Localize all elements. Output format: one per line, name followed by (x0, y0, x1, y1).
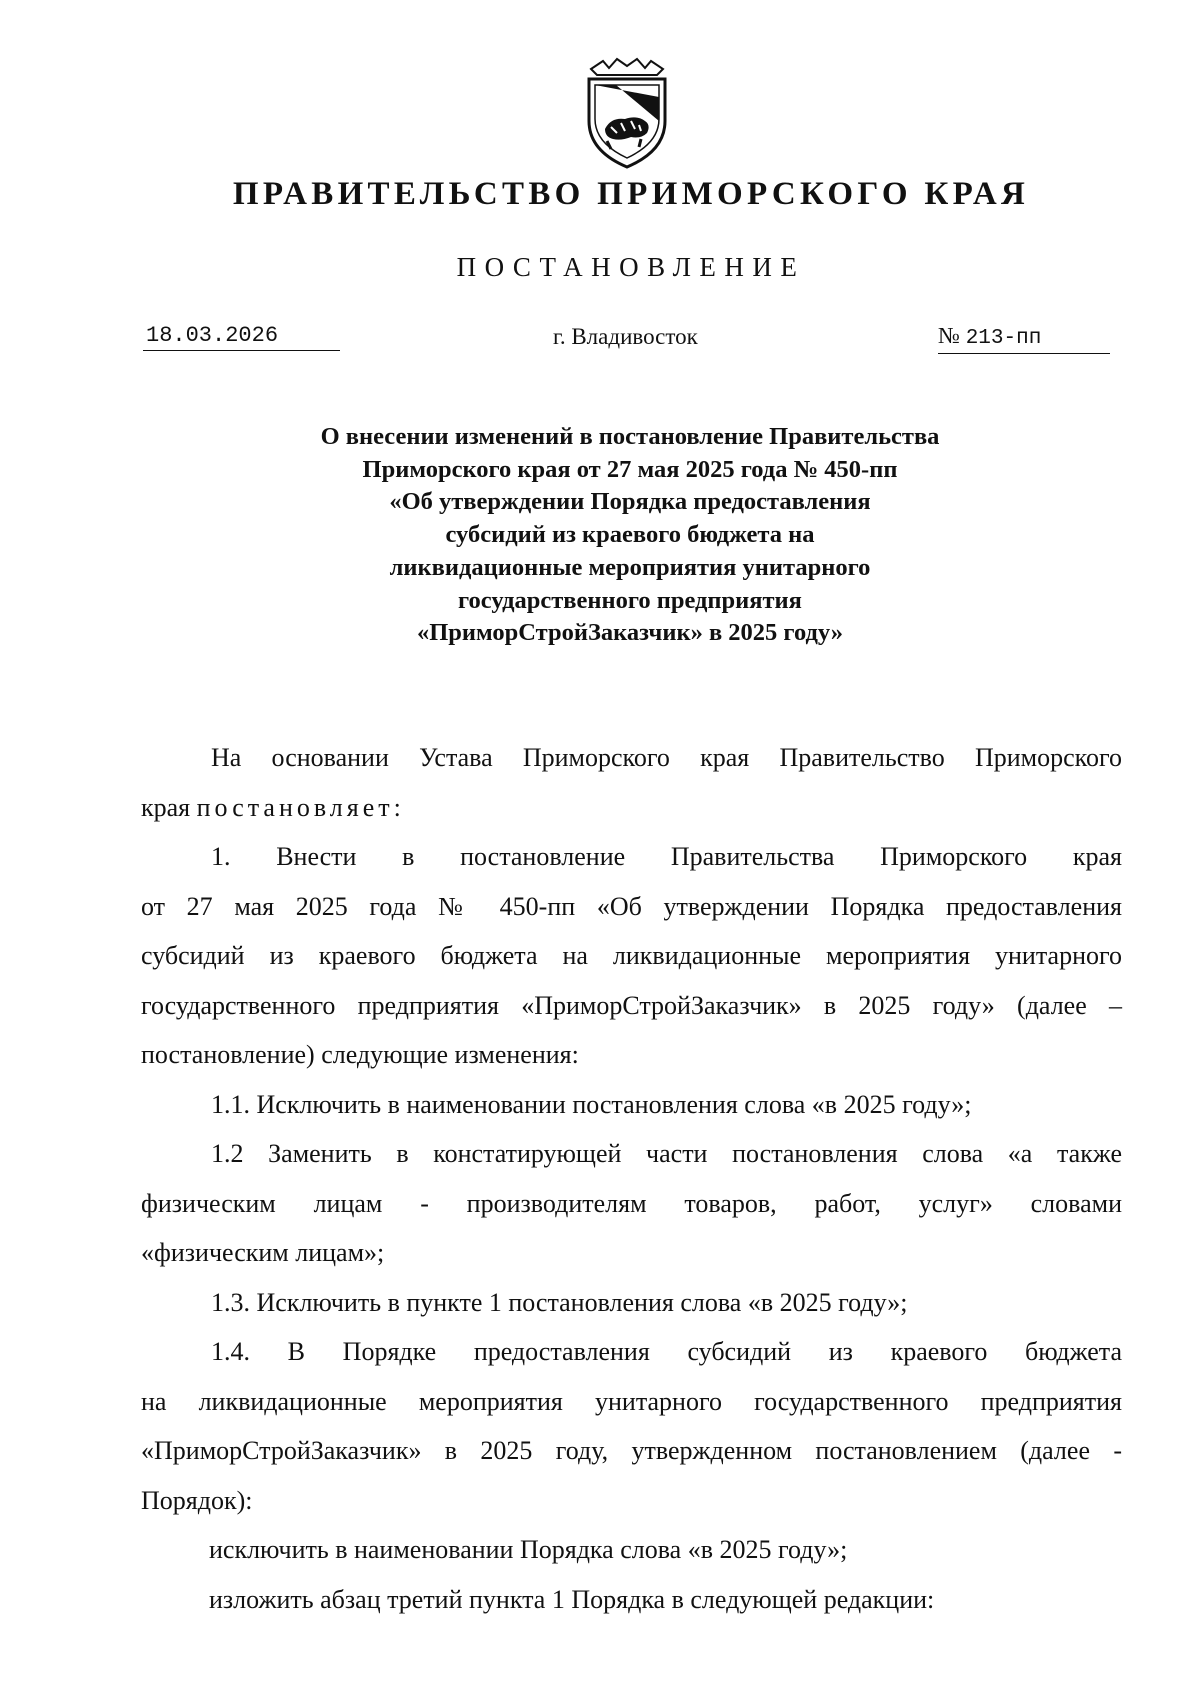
preamble-word: края (141, 792, 191, 822)
document-city: г. Владивосток (553, 324, 698, 349)
number-prefix: № (938, 323, 960, 348)
government-title: ПРАВИТЕЛЬСТВО ПРИМОРСКОГО КРАЯ (232, 176, 1030, 212)
subject-line: О внесении изменений в постановление Правительства (320, 423, 940, 450)
preamble-resolves: постановляет (196, 792, 394, 822)
clause-1-line: от 27 мая 2025 года № 450-пп «Об утверждении Порядка предоставления (141, 891, 1122, 921)
document-date: 18.03.2026 (143, 322, 340, 351)
clause-1-2-line: 1.2 Заменить в констатирующей части постановления слова «а также (211, 1139, 1122, 1168)
preamble-line (141, 783, 1122, 833)
clause-1-line: субсидий из краевого бюджета на ликвидационные мероприятия унитарного (141, 941, 1122, 970)
amendment-item: исключить в наименовании Порядка слова «в 2025 году»; (209, 1535, 848, 1564)
clause-1-line: 1. Внести в постановление Правительства Приморского края (211, 842, 1122, 871)
clause-1-2-line: «физическим лицам»; (141, 1238, 385, 1267)
subject-line: «Об утверждении Порядка предоставления (389, 488, 871, 516)
clause-1-4-line: 1.4. В Порядке предоставления субсидий из краевого бюджета (211, 1337, 1122, 1366)
preamble-line: На основании Устава Приморского края Правительство Приморского (211, 743, 1122, 772)
clause-1-4-line: на ликвидационные мероприятия унитарного государственного предприятия (141, 1386, 1122, 1416)
subject-line: «ПриморСтройЗаказчик» в 2025 году» (417, 619, 843, 647)
clause-1-4-line: «ПриморСтройЗаказчик» в 2025 году, утвержденном постановлением (далее - (141, 1436, 1122, 1465)
subject-line: ликвидационные мероприятия унитарного (389, 553, 871, 581)
clause-1-1: 1.1. Исключить в наименовании постановления слова «в 2025 году»; (211, 1089, 972, 1119)
clause-1-3: 1.3. Исключить в пункте 1 постановления слова «в 2025 году»; (211, 1287, 908, 1317)
preamble-colon: : (393, 792, 401, 822)
subject-line: Приморского края от 27 мая 2025 года № 450-пп (362, 455, 898, 483)
subject-line: государственного предприятия (458, 586, 802, 614)
primorsky-krai-coat-of-arms-icon (581, 55, 673, 171)
document-body (141, 733, 1122, 1624)
document-number: 213-пп (965, 327, 1042, 350)
document-subject (150, 421, 1110, 650)
document-number-field (938, 322, 1110, 354)
subject-line: субсидий из краевого бюджета на (445, 521, 815, 549)
clause-1-4-line: Порядок): (141, 1485, 253, 1515)
clause-1-line: постановление) следующие изменения: (141, 1040, 579, 1069)
clause-1-line: государственного предприятия «ПриморСтройЗаказчик» в 2025 году» (далее – (141, 990, 1122, 1020)
amendment-item: изложить абзац третий пункта 1 Порядка в следующей редакции: (209, 1584, 935, 1614)
document-type: ПОСТАНОВЛЕНИЕ (456, 252, 806, 282)
clause-1-2-line: физическим лицам - производителям товаров, работ, услуг» словами (141, 1188, 1122, 1218)
